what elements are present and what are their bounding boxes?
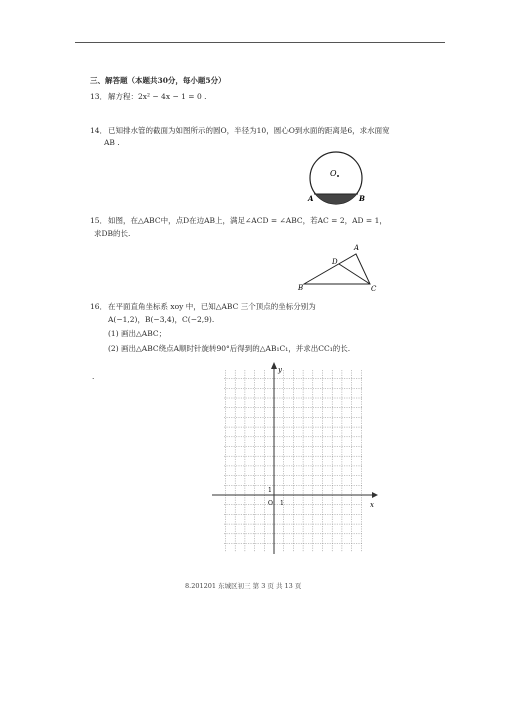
- section-header: 三、解答题（本题共30分，每小题5分）: [90, 76, 226, 85]
- q15-triangle-figure: [292, 240, 382, 292]
- y-axis-label: y: [278, 366, 282, 374]
- label-o: O: [330, 169, 337, 178]
- q16-number: 16．: [90, 302, 108, 311]
- label-a: A: [308, 194, 314, 203]
- unit-y-label: 1: [268, 487, 272, 494]
- q16-sub2: (2) 画出△ABC绕点A顺时针旋转90°后得到的△AB₁C₁，并求出CC₁的长.: [108, 344, 351, 353]
- stray-mark: ·: [92, 374, 95, 383]
- label-c: C: [371, 285, 377, 292]
- label-a: A: [354, 244, 360, 252]
- label-d: D: [332, 258, 338, 266]
- q14-line1: 已知排水管的截面为如图所示的圆O，半径为10，圆心O到水面的距离是6，求水面宽: [108, 126, 390, 135]
- q15-number: 15．: [90, 216, 108, 225]
- q14-number: 14．: [90, 126, 108, 135]
- q15-line2: 求DB的长.: [94, 229, 131, 238]
- q14-line2: AB .: [104, 138, 120, 147]
- label-b: B: [298, 284, 304, 292]
- label-b: B: [359, 194, 365, 203]
- unit-x-label: 1: [280, 500, 284, 507]
- x-axis-label: x: [370, 501, 374, 509]
- page-footer: 8.201201 东城区初三 第 3 页 共 13 页: [185, 582, 302, 590]
- q15-line1: 如图，在△ABC中，点D在边AB上，满足∠ACD = ∠ABC，若AC = 2，AD = 1，: [108, 216, 387, 225]
- q13-number: 13．: [90, 92, 108, 101]
- center-point: [337, 175, 339, 177]
- q14-circle-figure: [300, 150, 370, 212]
- top-rule: [75, 42, 445, 43]
- q13-text: 解方程：2x² − 4x − 1 = 0 .: [108, 92, 207, 101]
- q16-line1: 在平面直角坐标系 xoy 中，已知△ABC 三个顶点的坐标分别为: [108, 302, 316, 311]
- origin-label: O: [268, 500, 273, 507]
- y-axis-arrow: [271, 362, 277, 369]
- x-axis-arrow: [372, 492, 378, 498]
- grid-lines: [224, 370, 362, 552]
- coordinate-grid-figure: [212, 362, 378, 558]
- q16-sub1: (1) 画出△ABC；: [108, 329, 167, 338]
- q16-line2: A(−1,2)，B(−3,4)，C(−2,9).: [108, 315, 215, 324]
